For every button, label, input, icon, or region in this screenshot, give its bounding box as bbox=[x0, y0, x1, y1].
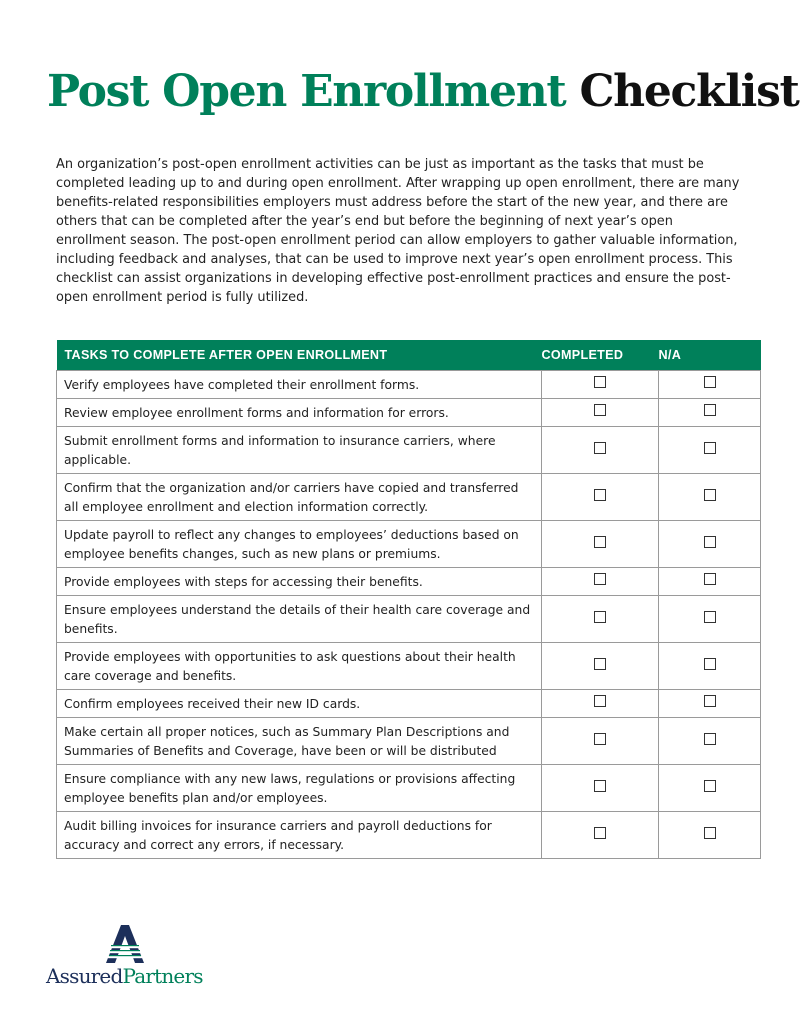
completed-checkbox[interactable] bbox=[594, 658, 606, 670]
completed-cell bbox=[542, 427, 659, 474]
na-cell bbox=[659, 812, 761, 859]
completed-cell bbox=[542, 718, 659, 765]
task-text: Audit billing invoices for insurance carriers and payroll deductions for accuracy and correct any errors, if necessary. bbox=[57, 812, 542, 859]
logo-text-assured: Assured bbox=[46, 964, 123, 988]
checklist-row bbox=[57, 568, 761, 596]
na-checkbox[interactable] bbox=[704, 376, 716, 388]
na-checkbox[interactable] bbox=[704, 404, 716, 416]
page-title bbox=[47, 68, 799, 116]
completed-checkbox[interactable] bbox=[594, 536, 606, 548]
completed-checkbox[interactable] bbox=[594, 442, 606, 454]
na-cell bbox=[659, 427, 761, 474]
intro-paragraph: An organization’s post-open enrollment activities can be just as important as the tasks that must be completed leading up to and during open enrollment. After wrapping up open enrollment, there are many benefits-related responsibilities employers must address before the start of the new year, and there are others that can be completed after the year’s end but before the beginning of next year’s open enrollment season. The post-open enrollment period can allow employers to gather valuable information, including feedback and analyses, that can be used to improve next year’s open enrollment process. This checklist can assist organizations in developing effective post-enrollment practices and ensure the post-open enrollment period is fully utilized. bbox=[56, 157, 740, 305]
checklist-row bbox=[57, 521, 761, 568]
na-cell bbox=[659, 718, 761, 765]
na-cell bbox=[659, 399, 761, 427]
task-text: Update payroll to reflect any changes to employees’ deductions based on employee benefits changes, such as new plans or premiums. bbox=[57, 521, 542, 568]
na-cell bbox=[659, 521, 761, 568]
completed-checkbox[interactable] bbox=[594, 780, 606, 792]
title-black: Checklist bbox=[579, 66, 799, 117]
completed-checkbox[interactable] bbox=[594, 489, 606, 501]
header-completed: COMPLETED bbox=[542, 340, 659, 371]
completed-cell bbox=[542, 474, 659, 521]
na-checkbox[interactable] bbox=[704, 489, 716, 501]
checklist-row bbox=[57, 399, 761, 427]
na-cell bbox=[659, 690, 761, 718]
logo-text-partners: Partners bbox=[122, 964, 203, 988]
checklist-table bbox=[56, 340, 761, 859]
task-text: Review employee enrollment forms and information for errors. bbox=[57, 399, 542, 427]
task-text: Confirm employees received their new ID cards. bbox=[57, 690, 542, 718]
checklist-row bbox=[57, 690, 761, 718]
completed-cell bbox=[542, 643, 659, 690]
completed-cell bbox=[542, 568, 659, 596]
na-checkbox[interactable] bbox=[704, 658, 716, 670]
na-checkbox[interactable] bbox=[704, 695, 716, 707]
task-text: Provide employees with steps for accessing their benefits. bbox=[57, 568, 542, 596]
task-text: Verify employees have completed their enrollment forms. bbox=[57, 371, 542, 399]
na-cell bbox=[659, 371, 761, 399]
na-checkbox[interactable] bbox=[704, 442, 716, 454]
task-text: Make certain all proper notices, such as Summary Plan Descriptions and Summaries of Benefits and Coverage, have been or will be distributed bbox=[57, 718, 542, 765]
checklist-row bbox=[57, 596, 761, 643]
completed-checkbox[interactable] bbox=[594, 611, 606, 623]
task-text: Ensure compliance with any new laws, regulations or provisions affecting employee benefits plan and/or employees. bbox=[57, 765, 542, 812]
checklist-row bbox=[57, 718, 761, 765]
completed-checkbox[interactable] bbox=[594, 827, 606, 839]
na-cell bbox=[659, 568, 761, 596]
na-checkbox[interactable] bbox=[704, 573, 716, 585]
completed-cell bbox=[542, 399, 659, 427]
na-checkbox[interactable] bbox=[704, 611, 716, 623]
title-green: Post Open Enrollment bbox=[47, 66, 566, 117]
completed-cell bbox=[542, 690, 659, 718]
checklist-row bbox=[57, 812, 761, 859]
na-cell bbox=[659, 596, 761, 643]
task-text: Confirm that the organization and/or carriers have copied and transferred all employee enrollment and election information correctly. bbox=[57, 474, 542, 521]
checklist-row bbox=[57, 371, 761, 399]
checklist-row bbox=[57, 427, 761, 474]
checklist-row bbox=[57, 643, 761, 690]
completed-checkbox[interactable] bbox=[594, 404, 606, 416]
completed-cell bbox=[542, 521, 659, 568]
completed-checkbox[interactable] bbox=[594, 695, 606, 707]
checklist-row bbox=[57, 474, 761, 521]
completed-checkbox[interactable] bbox=[594, 376, 606, 388]
logo-mark-icon bbox=[106, 925, 144, 963]
na-checkbox[interactable] bbox=[704, 827, 716, 839]
na-cell bbox=[659, 474, 761, 521]
completed-cell bbox=[542, 812, 659, 859]
header-na: N/A bbox=[659, 340, 761, 371]
task-text: Provide employees with opportunities to ask questions about their health care coverage and benefits. bbox=[57, 643, 542, 690]
checklist-header-row bbox=[57, 340, 761, 371]
task-text: Ensure employees understand the details of their health care coverage and benefits. bbox=[57, 596, 542, 643]
completed-cell bbox=[542, 765, 659, 812]
na-checkbox[interactable] bbox=[704, 780, 716, 792]
task-text: Submit enrollment forms and information to insurance carriers, where applicable. bbox=[57, 427, 542, 474]
na-checkbox[interactable] bbox=[704, 536, 716, 548]
completed-cell bbox=[542, 596, 659, 643]
na-checkbox[interactable] bbox=[704, 733, 716, 745]
completed-checkbox[interactable] bbox=[594, 573, 606, 585]
na-cell bbox=[659, 643, 761, 690]
completed-cell bbox=[542, 371, 659, 399]
logo-text bbox=[46, 964, 203, 988]
completed-checkbox[interactable] bbox=[594, 733, 606, 745]
header-task: TASKS TO COMPLETE AFTER OPEN ENROLLMENT bbox=[57, 340, 542, 371]
checklist-row bbox=[57, 765, 761, 812]
assured-partners-logo bbox=[46, 922, 211, 992]
na-cell bbox=[659, 765, 761, 812]
